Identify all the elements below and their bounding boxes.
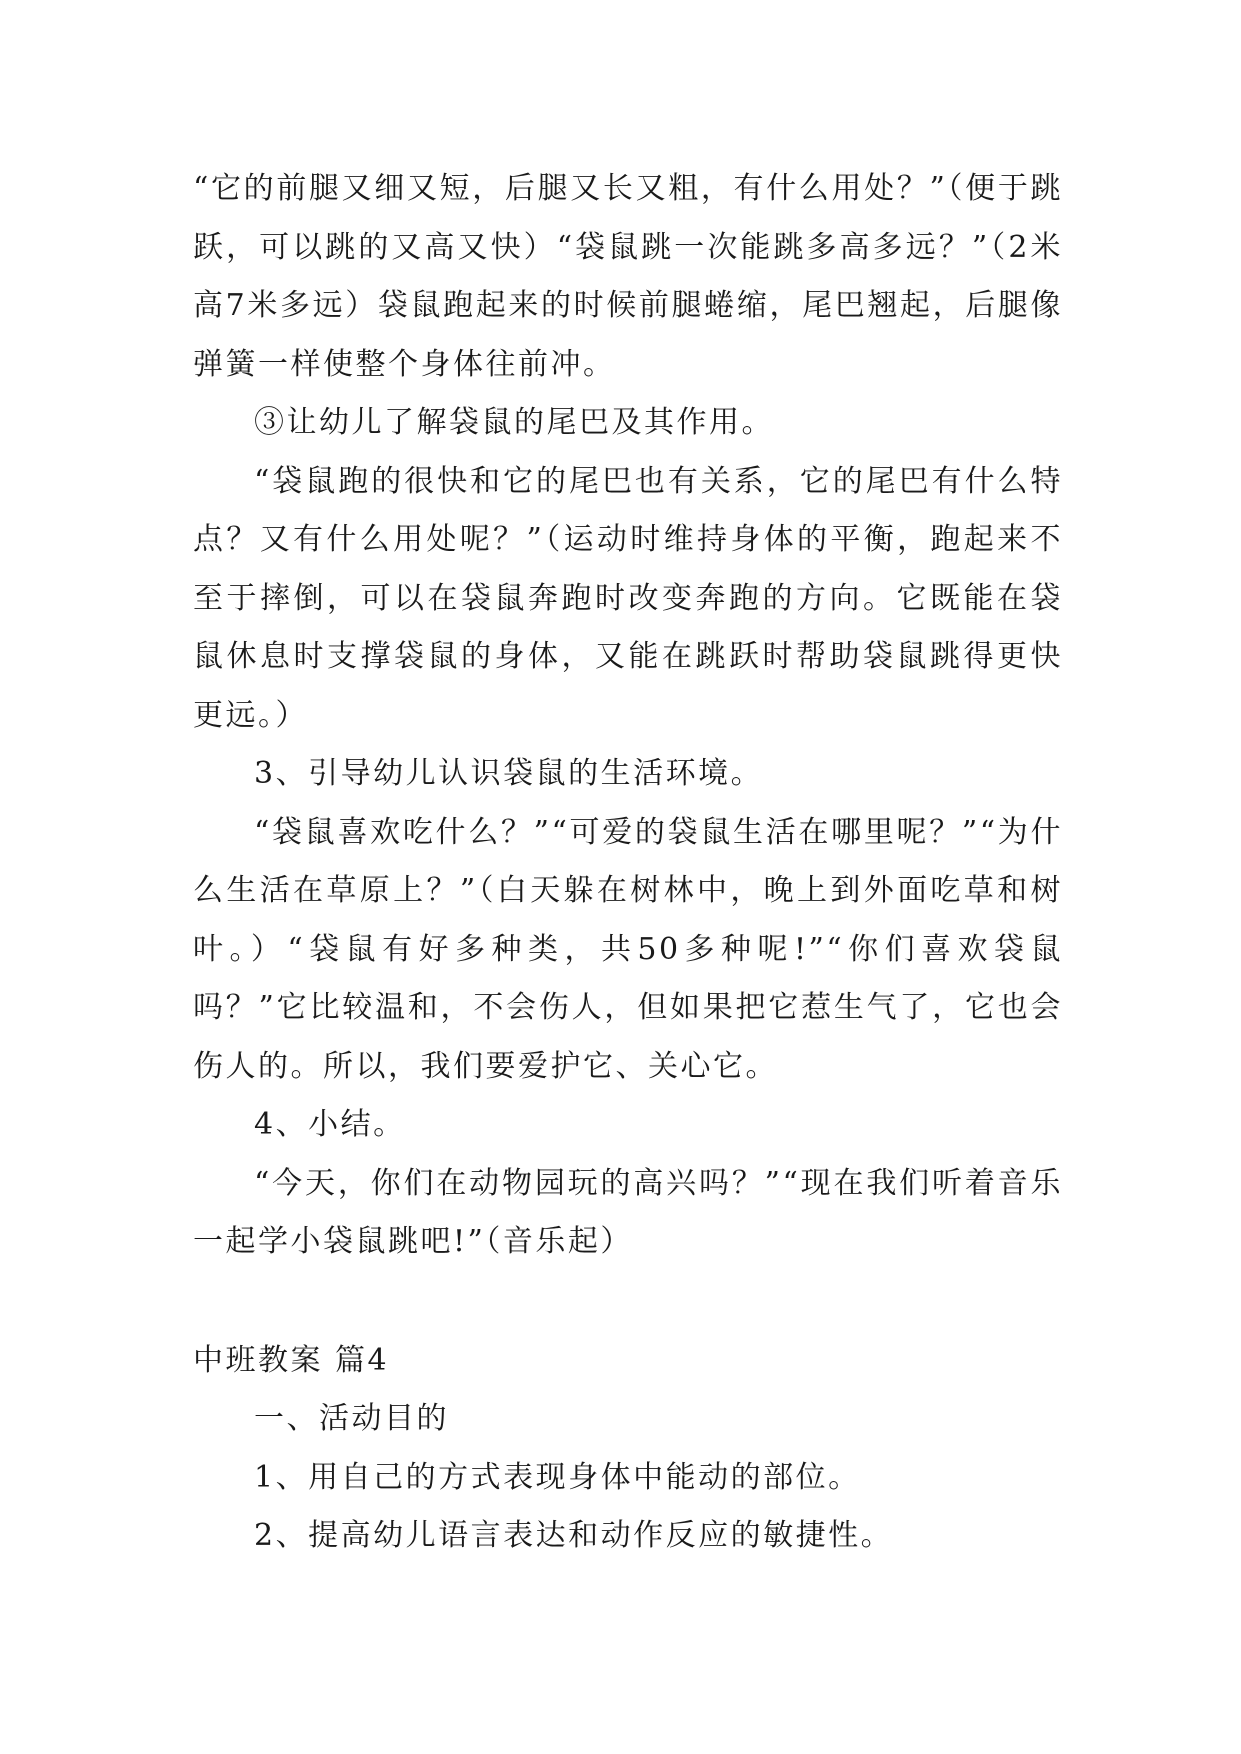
document-page <box>193 160 1063 1566</box>
paragraph-summary: “今天，你们在动物园玩的高兴吗？”“现在我们听着音乐一起学小袋鼠跳吧!”（音乐起） <box>193 1165 1063 1259</box>
body-before <box>193 160 1063 1272</box>
section-title: 中班教案 篇4 <box>193 1342 390 1378</box>
paragraph-summary-heading: 4、小结。 <box>254 1107 406 1142</box>
paragraph-habitat-heading: 3、引导幼儿认识袋鼠的生活环境。 <box>254 756 764 791</box>
paragraph-goal-heading: 一、活动目的 <box>254 1401 449 1436</box>
paragraph-tail-function: “袋鼠跑的很快和它的尾巴也有关系，它的尾巴有什么特点？又有什么用处呢？”（运动时维持身体的平衡，跑起来不至于摔倒，可以在袋鼠奔跑时改变奔跑的方向。它既能在袋鼠休息时支撑袋鼠的身体，又能在跳跃时帮助袋鼠跳得更快更远。） <box>193 463 1063 733</box>
paragraph-goal-2: 2、提高幼儿语言表达和动作反应的敏捷性。 <box>254 1518 894 1553</box>
body-after <box>193 1390 1063 1566</box>
paragraph-goal-1: 1、用自己的方式表现身体中能动的部位。 <box>254 1459 861 1495</box>
paragraph-habitat: “袋鼠喜欢吃什么？”“可爱的袋鼠生活在哪里呢？”“为什么生活在草原上？”（白天躲在树林中，晚上到外面吃草和树叶。）“袋鼠有好多种类，共50多种呢!”“你们喜欢袋鼠吗？”它比较温和，不会伤人，但如果把它惹生气了，它也会伤人的。所以，我们要爱护它、关心它。 <box>193 814 1063 1084</box>
paragraph-tail-heading: ③让幼儿了解袋鼠的尾巴及其作用。 <box>254 405 774 440</box>
paragraph-kangaroo-legs: “它的前腿又细又短，后腿又长又粗，有什么用处？”（便于跳跃，可以跳的又高又快）“袋鼠跳一次能跳多高多远？”（2米高7米多远）袋鼠跑起来的时候前腿蜷缩，尾巴翘起，后腿像弹簧一样使整个身体往前冲。 <box>193 171 1063 382</box>
